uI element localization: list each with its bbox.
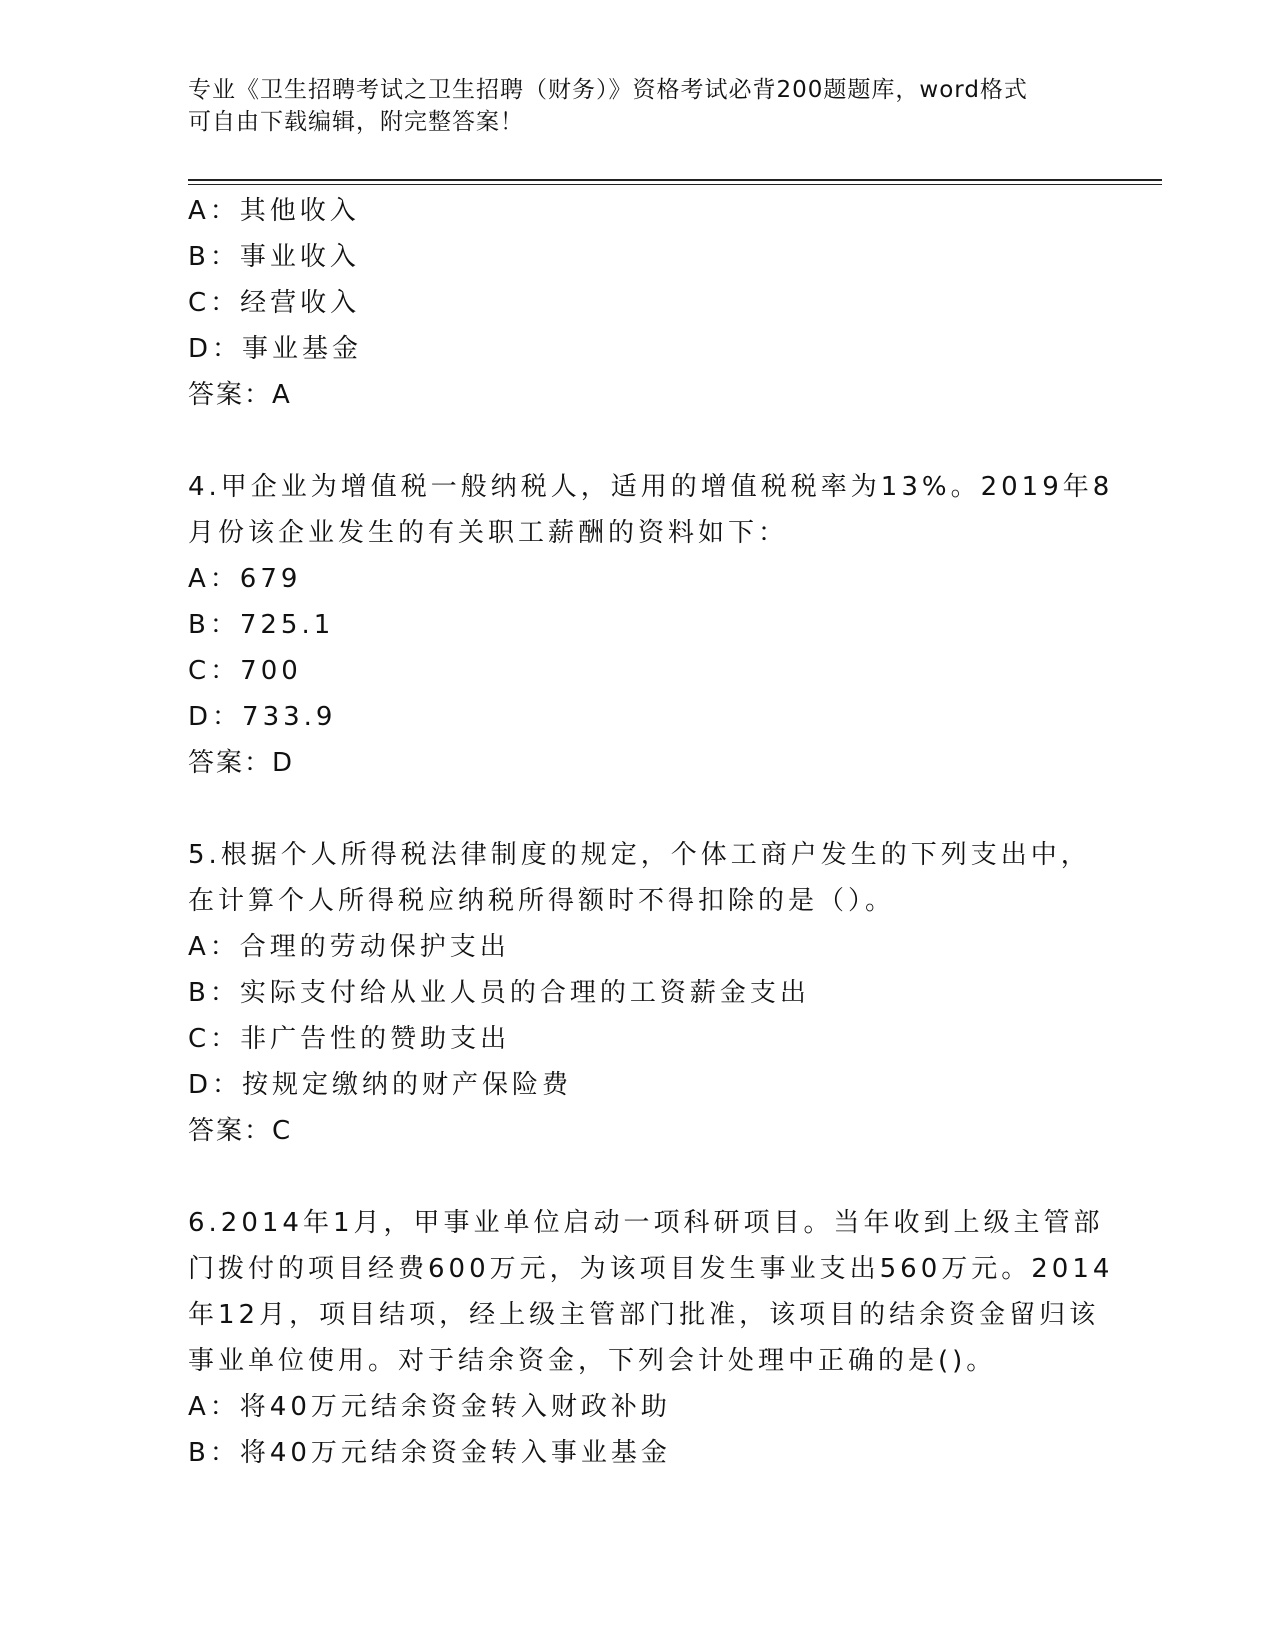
option-a: A：合理的劳动保护支出 bbox=[188, 932, 510, 962]
option-b: B：将40万元结余资金转入事业基金 bbox=[188, 1438, 671, 1468]
header-title-line-1: 专业《卫生招聘考试之卫生招聘（财务）》资格考试必背200题题库，word格式 bbox=[188, 77, 1028, 103]
option-c: C：700 bbox=[188, 656, 302, 686]
spacer bbox=[188, 1154, 1088, 1200]
question-5 bbox=[188, 832, 1091, 1154]
option-d: D：733.9 bbox=[188, 702, 337, 732]
option-a: A：将40万元结余资金转入财政补助 bbox=[188, 1392, 671, 1422]
question-stem-line: 在计算个人所得税应纳税所得额时不得扣除的是（）。 bbox=[188, 886, 896, 916]
question-4 bbox=[188, 464, 1114, 786]
question-stem-line: 月份该企业发生的有关职工薪酬的资料如下： bbox=[188, 518, 789, 548]
question-6 bbox=[188, 1200, 1114, 1476]
option-d: D：事业基金 bbox=[188, 334, 363, 364]
option-c: C：经营收入 bbox=[188, 288, 361, 318]
document-header bbox=[188, 74, 1068, 138]
spacer bbox=[188, 418, 1088, 464]
question-stem-line: 年12月，项目结项，经上级主管部门批准，该项目的结余资金留归该 bbox=[188, 1300, 1100, 1330]
spacer bbox=[188, 786, 1088, 832]
option-b: B：实际支付给从业人员的合理的工资薪金支出 bbox=[188, 978, 810, 1008]
answer-line: 答案：C bbox=[188, 1116, 293, 1146]
question-stem-line: 4.甲企业为增值税一般纳税人，适用的增值税税率为13%。2019年8 bbox=[188, 472, 1114, 502]
option-c: C：非广告性的赞助支出 bbox=[188, 1024, 511, 1054]
question-3 bbox=[188, 188, 1088, 418]
option-a: A：其他收入 bbox=[188, 196, 360, 226]
option-d: D：按规定缴纳的财产保险费 bbox=[188, 1070, 573, 1100]
option-b: B：事业收入 bbox=[188, 242, 360, 272]
question-stem-line: 事业单位使用。对于结余资金，下列会计处理中正确的是()。 bbox=[188, 1346, 997, 1376]
option-a: A：679 bbox=[188, 564, 302, 594]
question-stem-line: 门拨付的项目经费600万元，为该项目发生事业支出560万元。2014 bbox=[188, 1254, 1114, 1284]
question-stem-line: 5.根据个人所得税法律制度的规定，个体工商户发生的下列支出中， bbox=[188, 840, 1091, 870]
header-divider-thin bbox=[188, 184, 1162, 185]
header-divider-thick bbox=[188, 179, 1162, 181]
option-b: B：725.1 bbox=[188, 610, 335, 640]
question-stem-line: 6.2014年1月，甲事业单位启动一项科研项目。当年收到上级主管部 bbox=[188, 1208, 1104, 1238]
answer-line: 答案：A bbox=[188, 380, 292, 410]
header-title-line-2: 可自由下载编辑，附完整答案！ bbox=[188, 109, 524, 135]
question-content bbox=[188, 188, 1114, 1476]
answer-line: 答案：D bbox=[188, 748, 295, 778]
